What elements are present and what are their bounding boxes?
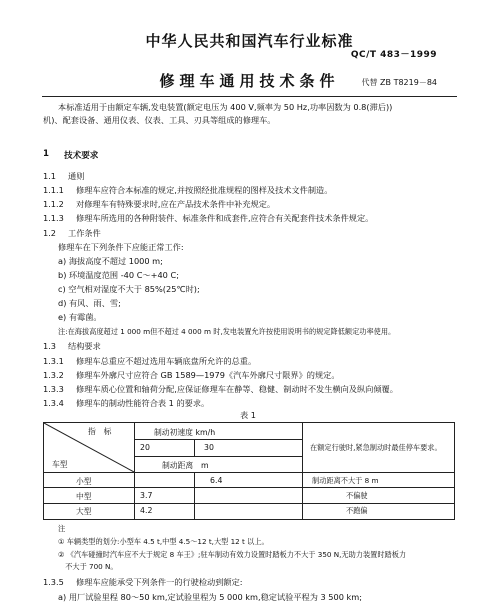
header-rule [42, 96, 457, 97]
clause-1-3-5-number: 1.3.5 [43, 577, 64, 587]
table-notes-label: 注 [58, 524, 66, 533]
table-divider-header [44, 472, 454, 473]
table-note-3: 不大于 700 N。 [58, 562, 118, 571]
table-header-type: 车型 [52, 460, 68, 469]
table-1-caption: 表 1 [240, 410, 256, 420]
table-header-distance: 制动距离 m [162, 461, 209, 470]
table-divider-distance [134, 456, 302, 457]
intro-line-2: 机)、配套设备、通用仪表、仪表、工具、刃具等组成的修理车。 [43, 115, 276, 125]
clause-1-3-1-number: 1.3.1 [43, 356, 64, 366]
table-speed-30: 30 [204, 443, 214, 452]
clause-1-3-5-item-a: a) 用厂试验里程 80～50 km,定试验里程为 5 000 km,稳定试验平程为 3 500 km; [58, 592, 363, 602]
clause-1-3-1-text: 修理车总重应不超过选用车辆底盘所允许的总重。 [76, 356, 257, 366]
table-divider-row-1 [44, 487, 454, 488]
clause-1-1-1-text: 修理车应符合本标准的规定,并按照经批准规程的图样及技术文件制造。 [76, 185, 333, 195]
table-note-1: ① 车辆类型的划分:小型车 4.5 t,中型 4.5～12 t,大型 12 t 以上。 [58, 537, 269, 546]
clause-1-3-3-text: 修理车质心位置和轴荷分配,应保证修理车在静等、稳健、制动时不发生横向及纵向倾覆。 [76, 384, 398, 394]
condition-a: a) 海拔高度不超过 1000 m; [58, 256, 163, 266]
section-1-1-title: 通则 [68, 171, 85, 181]
table-row-medium-type: 中型 [76, 492, 92, 501]
section-1-2-title: 工作条件 [68, 228, 101, 238]
clause-1-1-2-text: 对修理车有特殊要求时,应在产品技术条件中补充规定。 [76, 199, 276, 209]
section-1-title: 技术要求 [64, 151, 99, 161]
table-row-small-note: 制动距离不大于 8 m [312, 476, 379, 485]
condition-c: c) 空气相对湿度不大于 85%(25℃时); [58, 284, 200, 294]
table-row-medium-v20: 3.7 [140, 491, 153, 500]
table-divider-row-2 [44, 503, 454, 504]
industry-standard-heading: 中华人民共和国汽车行业标准 [145, 32, 354, 50]
clause-1-1-2-number: 1.1.2 [43, 199, 64, 209]
table-col-type-divider [134, 423, 135, 519]
table-header-note: 在额定行驶时,紧急制动时最佳停车要求。 [310, 443, 442, 452]
clause-1-1-3-number: 1.1.3 [43, 213, 64, 223]
clause-1-3-3-number: 1.3.3 [43, 384, 64, 394]
table-header-indicator: 指 标 [88, 427, 112, 436]
table-row-medium-note: 不偏驶 [346, 491, 368, 500]
table-col-speed-body-divider [194, 472, 195, 519]
table-col-note-divider [302, 423, 303, 519]
clause-1-3-2-number: 1.3.2 [43, 370, 64, 380]
table-row-small-type: 小型 [76, 477, 92, 486]
clause-1-1-1-number: 1.1.1 [43, 185, 64, 195]
table-header-speed: 制动初速度 km/h [154, 428, 216, 437]
table-col-speed-header-divider [194, 439, 195, 456]
standard-code: QC/T 483－1999 [350, 50, 437, 60]
table-row-small-v30: 6.4 [210, 476, 223, 485]
table-divider-speed [134, 439, 302, 440]
table-note-2: ② 《汽车碰撞时汽车应不大于规定 8 车王》;驻车制动有效力设置时踏板力不大于 350 N,无助力装置时踏板力 [58, 550, 407, 559]
condition-d: d) 有风、雨、雪; [58, 298, 121, 308]
table-speed-20: 20 [140, 443, 150, 452]
braking-performance-table [43, 422, 455, 520]
clause-1-3-2-text: 修理车外廓尺寸应符合 GB 1589—1979《汽车外廓尺寸限界》的规定。 [76, 370, 340, 380]
table-row-large-type: 大型 [76, 507, 92, 516]
working-conditions-note: 注:在海拔高度超过 1 000 m但不超过 4 000 m 时,发电装置允许按使用说明书的规定降低额定功率使用。 [58, 327, 396, 336]
document-title: 修理车通用技术条件 [159, 72, 340, 90]
clause-1-3-4-text: 修理车的制动性能符合表 1 的要求。 [76, 398, 210, 408]
condition-e: e) 有霉菌。 [58, 312, 102, 322]
replaces-standard: 代替 ZB T8219－84 [361, 78, 437, 87]
table-row-large-v20: 4.2 [140, 506, 153, 515]
section-1-2-number: 1.2 [43, 228, 57, 238]
clause-1-3-5-text: 修理车应能承受下列条件一的行驶检动到额定: [76, 577, 243, 587]
condition-b: b) 环境温度范围 -40 C～+40 C; [58, 270, 179, 280]
clause-1-1-3-text: 修理车所选用的各种附装件、标准条件和成套件,应符合有关配套件技术条件规定。 [76, 213, 374, 223]
section-1-number: 1 [43, 149, 49, 159]
section-1-3-title: 结构要求 [68, 341, 101, 351]
section-1-1-number: 1.1 [43, 171, 57, 181]
clause-1-3-4-number: 1.3.4 [43, 398, 64, 408]
working-conditions-intro: 修理车在下列条件下应能正常工作: [58, 242, 184, 252]
section-1-3-number: 1.3 [43, 341, 57, 351]
table-row-large-note: 不跑偏 [346, 506, 368, 515]
intro-line-1: 本标准适用于由额定车辆,发电装置(额定电压为 400 V,频率为 50 Hz,功率因数为 0.8(滞后)) [58, 102, 393, 112]
